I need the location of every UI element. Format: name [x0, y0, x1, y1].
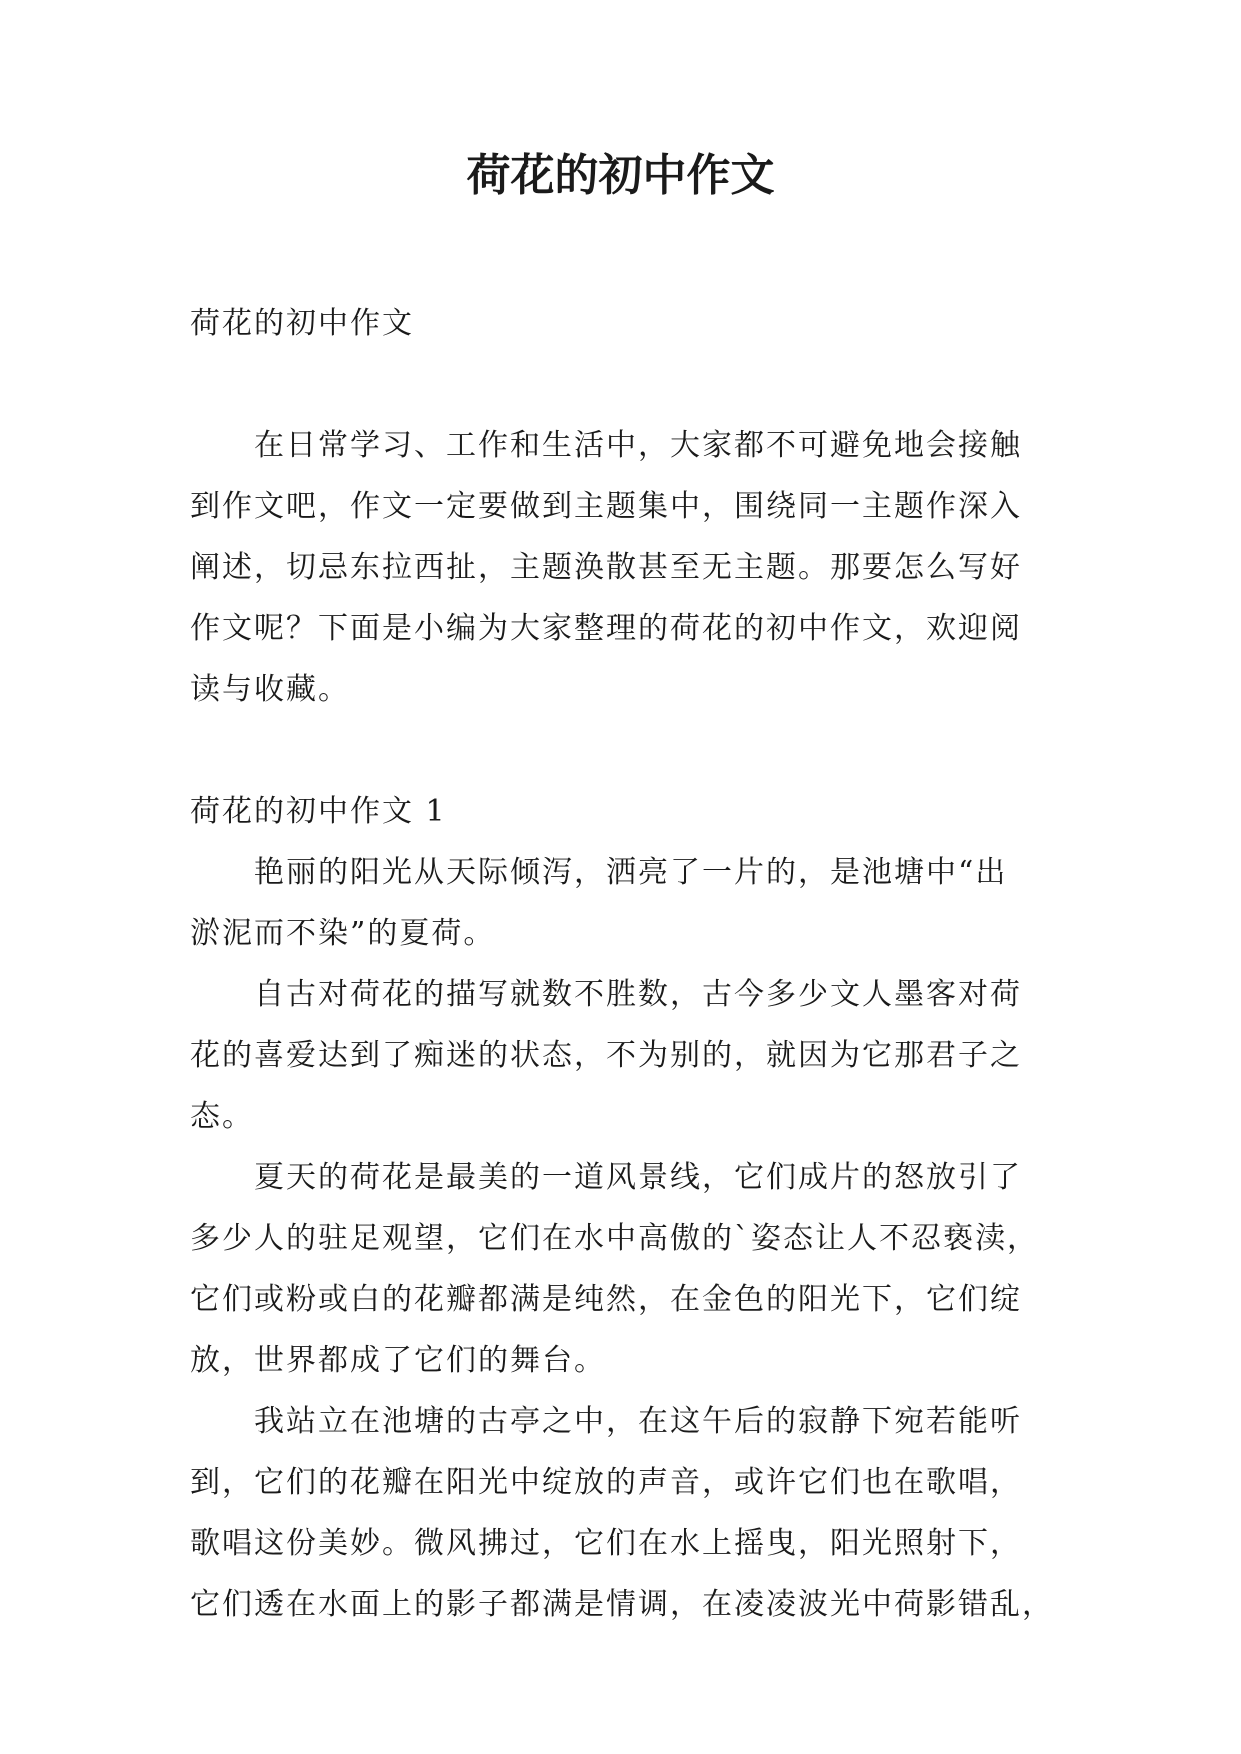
intro-paragraph — [190, 415, 1070, 720]
blank-line — [190, 354, 1070, 415]
text-line: 它们或粉或白的花瓣都满是纯然，在金色的阳光下，它们绽 — [190, 1282, 1022, 1317]
page-title: 荷花的初中作文 — [466, 150, 775, 201]
section-heading: 荷花的初中作文 1 — [190, 794, 447, 829]
paragraph-3 — [190, 1147, 1070, 1391]
text-line: 自古对荷花的描写就数不胜数，古今多少文人墨客对荷 — [254, 977, 1022, 1012]
document-body — [190, 293, 1070, 1635]
text-line: 多少人的驻足观望，它们在水中高傲的`姿态让人不忍亵渎， — [190, 1221, 1039, 1256]
text-line: 它们透在水面上的影子都满是情调，在凌凌波光中荷影错乱， — [190, 1587, 1054, 1622]
text-line: 读与收藏。 — [190, 672, 350, 707]
text-line: 到，它们的花瓣在阳光中绽放的声音，或许它们也在歌唱， — [190, 1465, 1022, 1500]
text-line: 到作文吧，作文一定要做到主题集中，围绕同一主题作深入 — [190, 489, 1022, 524]
paragraph-2 — [190, 964, 1070, 1147]
text-line: 淤泥而不染”的夏荷。 — [190, 916, 496, 951]
text-line: 作文呢？下面是小编为大家整理的荷花的初中作文，欢迎阅 — [190, 611, 1022, 646]
paragraph-4 — [190, 1391, 1070, 1635]
text-line: 歌唱这份美妙。微风拂过，它们在水上摇曳，阳光照射下， — [190, 1526, 1022, 1561]
text-line: 夏天的荷花是最美的一道风景线，它们成片的怒放引了 — [254, 1160, 1022, 1195]
blank-line — [190, 720, 1070, 781]
text-line: 阐述，切忌东拉西扯，主题涣散甚至无主题。那要怎么写好 — [190, 550, 1022, 585]
paragraph-1 — [190, 842, 1070, 964]
text-line: 我站立在池塘的古亭之中，在这午后的寂静下宛若能听 — [254, 1404, 1022, 1439]
text-line: 态。 — [190, 1099, 254, 1134]
text-line: 在日常学习、工作和生活中，大家都不可避免地会接触 — [254, 428, 1022, 463]
text-line: 花的喜爱达到了痴迷的状态，不为别的，就因为它那君子之 — [190, 1038, 1022, 1073]
text-line: 放，世界都成了它们的舞台。 — [190, 1343, 606, 1378]
document-subtitle: 荷花的初中作文 — [190, 306, 414, 341]
text-line: 艳丽的阳光从天际倾泻，洒亮了一片的，是池塘中“出 — [254, 855, 1008, 890]
